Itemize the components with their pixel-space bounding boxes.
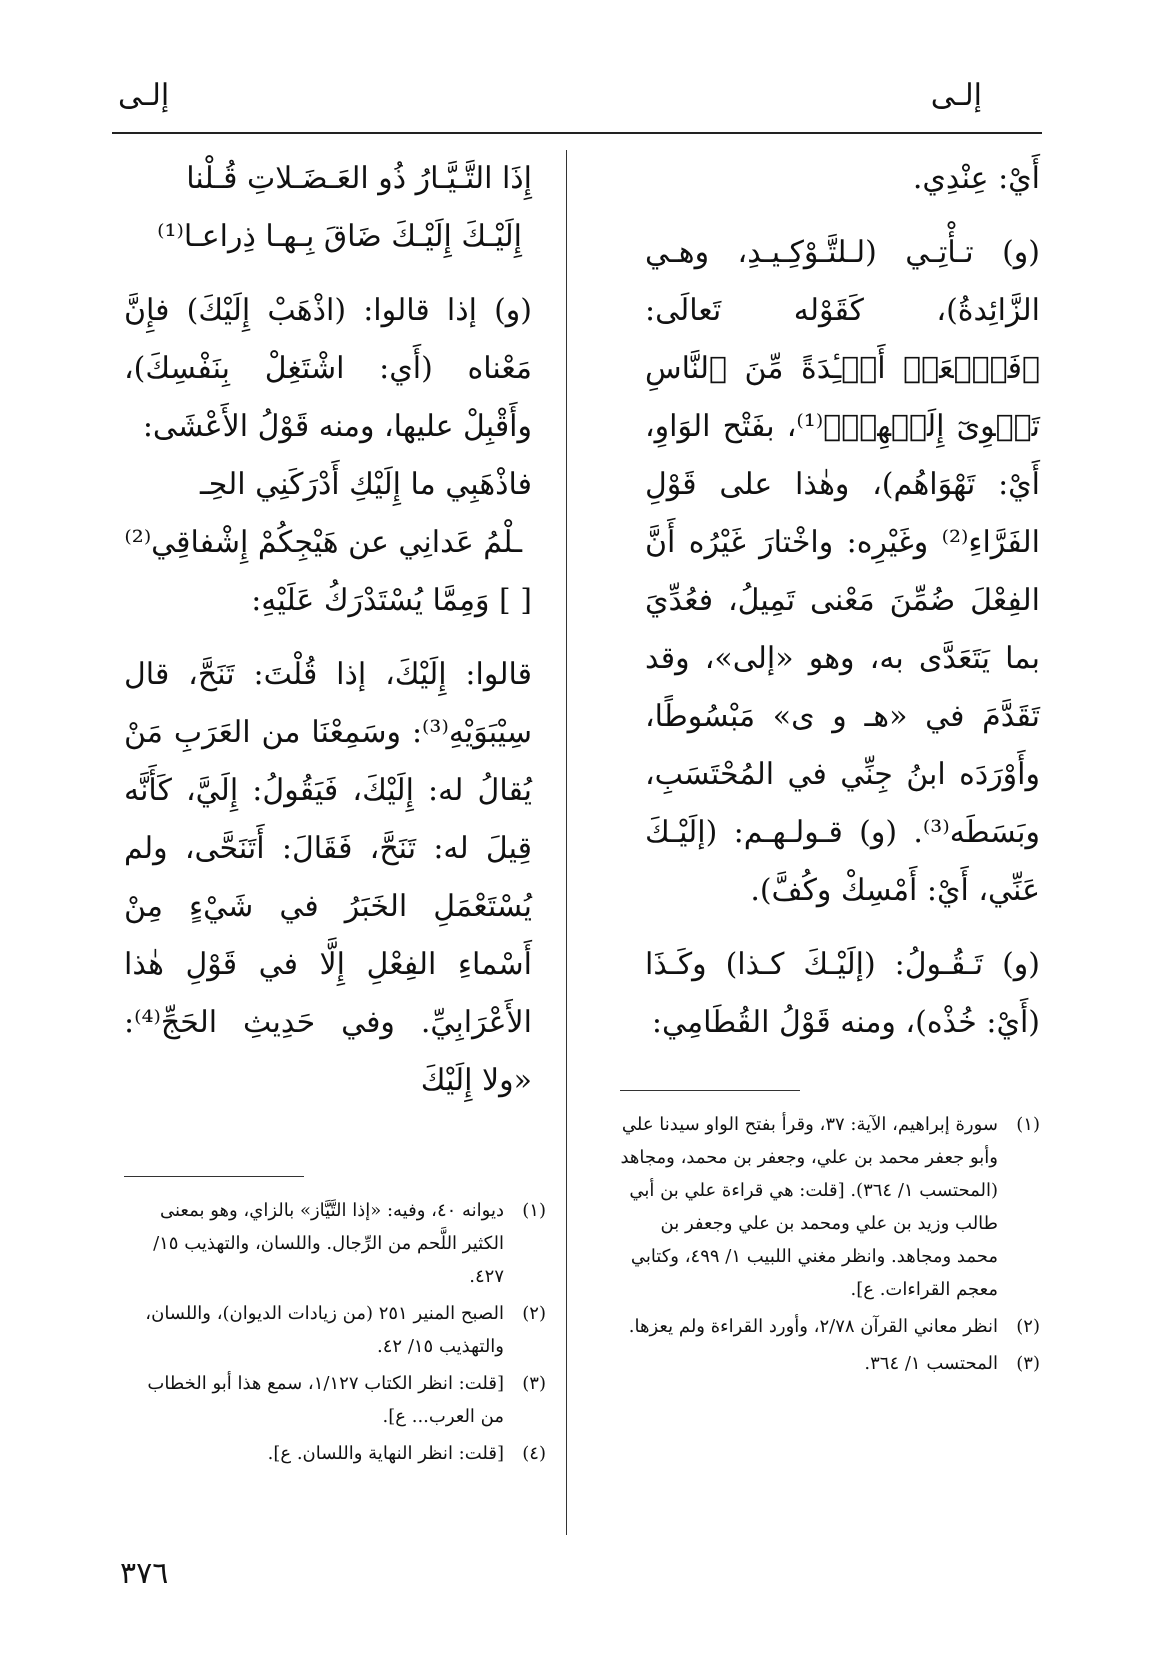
right-para-3: (و) تَـقُـولُ: (إلَيْـكَ كـذا) وكَـذَا (أَيْ: خُذْه)، ومنه قَوْلُ القُطَامِي: bbox=[645, 947, 1040, 1040]
footnote-number: (١) bbox=[522, 1200, 546, 1221]
column-separator bbox=[566, 150, 567, 1535]
footnote-item bbox=[124, 1367, 546, 1433]
footnote-text: ديوانه ٤٠، وفيه: «إذا التَّيَّاز» بالزاي، وهو بمعنى الكثير اللَّحم من الرِّجال. واللسان، والتهذيب ١٥/ ٤٢٧. bbox=[153, 1200, 504, 1287]
verse-2-line-2: ـلْمُ عَدانِي عن هَيْجِكُمْ إِشْفاقِي⁽²⁾ bbox=[124, 525, 522, 560]
verse-1-line-1: إِذَا التَّـيَّـارُ ذُو العَـضَـلاتِ قُـلْنا bbox=[186, 161, 532, 196]
header-rule bbox=[112, 132, 1042, 134]
footnotes-right bbox=[620, 1108, 1040, 1384]
running-head-right: إلـى bbox=[930, 78, 982, 113]
footnote-number: (٤) bbox=[522, 1443, 546, 1464]
left-para-1: (و) إذا قالوا: (اذْهَبْ إِلَيْكَ) فإِنَّ مَعْناه (أَي: اشْتَغِلْ بِنَفْسِكَ)، وأَقْبِلْ عليها، ومنه قَوْلُ الأَعْشَى: bbox=[124, 293, 532, 444]
left-column bbox=[124, 150, 532, 1110]
footnote-number: (٣) bbox=[522, 1373, 546, 1394]
footnote-item bbox=[620, 1310, 1040, 1343]
footnotes-left bbox=[124, 1194, 546, 1474]
footnote-number: (١) bbox=[1016, 1114, 1040, 1135]
footnote-text: المحتسب ١/ ٣٦٤. bbox=[864, 1353, 998, 1374]
footnote-text: انظر معاني القرآن ٢/٧٨، وأورد القراءة ولم يعزها. bbox=[628, 1316, 998, 1337]
footnote-text: الصبح المنير ٢٥١ (من زيادات الديوان)، واللسان، والتهذيب ١٥/ ٤٢. bbox=[145, 1303, 504, 1357]
running-head-left: إلـى bbox=[118, 78, 170, 113]
footnote-text: [قلت: انظر النهاية واللسان. ع]. bbox=[267, 1443, 504, 1464]
footnote-item bbox=[124, 1194, 546, 1293]
footnote-number: (٢) bbox=[522, 1303, 546, 1324]
right-para-2: (و) تـأْتِـي (لـلتَّـوْكِـيـدِ، وهـي الزَّائِدةُ)، كَقَوْله تَعالَى: ﴿فَٱجۡعَلۡ أَفۡـِٔدَةً مِّنَ ٱلنَّاسِ تَهۡوِىٓ إِلَيۡهِمۡ﴾⁽¹⁾، بفَتْح الوَاوِ، أَيْ: تَهْوَاهُم)، وهٰذا على قَوْلِ الفَرَّاءِ⁽²⁾ وغَيْرِه: واخْتارَ غَيْرُه أَنَّ الفِعْلَ ضُمِّنَ مَعْنى تَمِيلُ، فعُدِّيَ بما يَتَعَدَّى به، وهو «إلى»، وقد تَقَدَّمَ في «هـ و ى» مَبْسُوطًا، وأَوْرَدَه ابنُ جِنِّي في المُحْتَسَبِ، وبَسَطَه⁽³⁾. (و) قـولـهـم: (إلَيْـكَ عَنِّي، أَيْ: أَمْسِكْ وكُفَّ). bbox=[645, 235, 1041, 908]
page-number: ٣٧٦ bbox=[120, 1556, 169, 1591]
verse-2-line-1: فاذْهَبِي ما إِلَيْكِ أَدْرَكَنِي الحِـ bbox=[199, 467, 532, 502]
footnote-number: (٢) bbox=[1016, 1316, 1040, 1337]
footnote-text: [قلت: انظر الكتاب ١/١٢٧، سمع هذا أبو الخطاب من العرب... ع]. bbox=[147, 1373, 504, 1427]
right-column bbox=[645, 150, 1040, 1052]
footnote-rule bbox=[124, 1176, 304, 1177]
footnote-number: (٣) bbox=[1016, 1353, 1040, 1374]
footnote-text: سورة إبراهيم، الآية: ٣٧، وقرأ بفتح الواو سيدنا علي وأبو جعفر محمد بن علي، وجعفر بن محمد، ومجاهد (المحتسب ١/ ٣٦٤). [قلت: هي قراءة علي بن أبي طالب وزيد بن علي ومحمد بن علي وجعفر بن محمد ومجاهد. وانظر مغني اللبيب ١/ ٤٩٩، وكتابي معجم القراءات. ع]. bbox=[620, 1114, 998, 1300]
footnote-rule bbox=[620, 1090, 800, 1091]
right-para-1: أَيْ: عِنْدِي. bbox=[912, 161, 1040, 196]
footnote-item bbox=[620, 1347, 1040, 1380]
footnote-item bbox=[124, 1437, 546, 1470]
mustadrak-heading: [ ] وَمِمَّا يُسْتَدْرَكُ عَلَيْهِ: bbox=[251, 583, 532, 618]
footnote-item bbox=[620, 1108, 1040, 1306]
verse-1-line-2: إِلَيْـكَ إِلَيْـكَ ضَاقَ بِـهـا ذِراعـا⁽¹⁾ bbox=[157, 219, 522, 254]
footnote-item bbox=[124, 1297, 546, 1363]
left-para-2: قالوا: إِلَيْكَ، إذا قُلْتَ: تَنَحَّ، قال سِيْبَوَيْهِ⁽³⁾: وسَمِعْنَا من العَرَبِ مَنْ يُقالُ له: إِلَيْكَ، فَيَقُولُ: إِلَيَّ، كَأَنَّه قِيلَ له: تَنَحَّ، فَقَالَ: أَتَنَحَّى، ولم يُسْتَعْمَلِ الخَبَرُ في شَيْءٍ مِنْ أَسْماءِ الفِعْلِ إِلَّا في قَوْلِ هٰذا الأَعْرَابِيِّ. وفي حَدِيثِ الحَجِّ⁽⁴⁾: «ولا إِلَيْكَ bbox=[124, 657, 532, 1098]
